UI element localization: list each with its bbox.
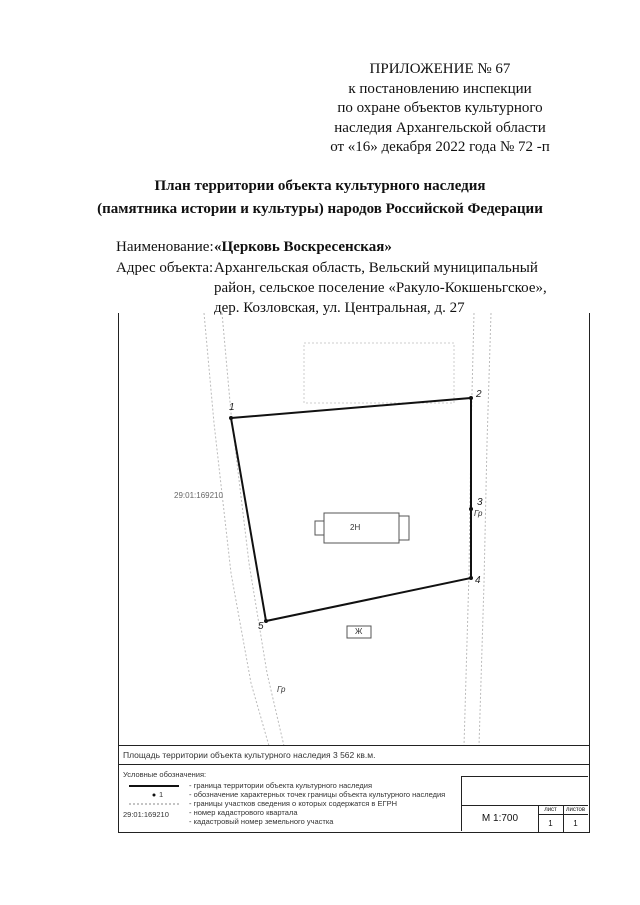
document-title — [0, 175, 640, 221]
road-edge-right-outer — [479, 313, 491, 746]
point-label-4: 4 — [475, 575, 481, 586]
legend-quarter-number: 29:01:169210 — [123, 810, 169, 819]
sheet-label: лист — [538, 805, 564, 814]
legend-item-3: - границы участков сведения о которых содержатся в ЕГРН — [189, 799, 397, 808]
road-edge-right-inner — [464, 313, 474, 746]
legend-point-number: 1 — [159, 790, 164, 799]
point-label-3: 3 — [477, 497, 483, 508]
neighbour-parcel-top — [304, 343, 454, 403]
point-label-5: 5 — [258, 621, 264, 632]
sheets-value: 1 — [563, 814, 588, 832]
cadastral-quarter-label: 29:01:169210 — [174, 491, 223, 500]
sheets-label: листов — [563, 805, 588, 814]
boundary-point-1 — [229, 416, 233, 420]
appendix-line-2: к постановлению инспекции — [348, 80, 532, 97]
boundary-point-4 — [469, 576, 473, 580]
title-line-1: План территории объекта культурного наследия — [154, 178, 486, 194]
road-edge-left-outer — [204, 313, 269, 746]
area-text: Площадь территории объекта культурного наследия 3 562 кв.м. — [123, 750, 376, 760]
name-label: Наименование: — [116, 239, 214, 255]
boundary-point-3 — [469, 507, 473, 511]
appendix-date-line: от «16» декабря 2022 года № 72 -п — [330, 139, 550, 155]
appendix-line-3: по охране объектов культурного — [337, 100, 543, 116]
title-line-2: (памятника истории и культуры) народов Российской Федерации — [97, 201, 543, 217]
boundary-point-5 — [264, 619, 268, 623]
point-label-2: 2 — [476, 389, 482, 400]
building-label: 2Н — [350, 523, 361, 532]
road-edge-left-inner — [222, 313, 284, 746]
sheet-value: 1 — [538, 814, 564, 832]
border-label-right: Гр — [474, 509, 483, 518]
legend-item-4: - номер кадастрового квартала — [189, 808, 298, 817]
address-line-1: Архангельская область, Вельский муниципальный — [214, 260, 538, 276]
legend-item-2: - обозначение характерных точек границы объекта культурного наследия — [189, 790, 446, 799]
church-porch — [399, 516, 409, 540]
legend-box — [118, 745, 590, 833]
legend-symbols — [123, 780, 183, 830]
legend-point-symbol — [153, 794, 156, 797]
appendix-line-4: наследия Архангельской области — [334, 119, 546, 136]
border-label-bottom: Гр — [277, 685, 286, 694]
territory-boundary — [231, 398, 471, 621]
legend-item-1: - граница территории объекта культурного наследия — [189, 781, 373, 790]
boundary-point-2 — [469, 396, 473, 400]
scale-value: М 1:700 — [462, 805, 539, 832]
point-label-1: 1 — [229, 402, 235, 413]
church-building — [324, 513, 399, 543]
address-line-2: район, сельское поселение «Ракуло-Кокшеньгское», — [214, 280, 547, 296]
address-line-3: дер. Козловская, ул. Центральная, д. 27 — [214, 300, 465, 316]
address-label: Адрес объекта: — [116, 260, 214, 276]
legend-title: Условные обозначения: — [123, 770, 207, 779]
small-building-label: Ж — [355, 627, 363, 636]
stamp — [461, 776, 588, 831]
appendix-header — [325, 60, 555, 158]
name-value: «Церковь Воскресенская» — [214, 239, 392, 255]
territory-plan-map — [118, 313, 590, 746]
church-apse — [315, 521, 324, 535]
legend-item-5: - кадастровый номер земельного участка — [189, 817, 334, 826]
appendix-number: ПРИЛОЖЕНИЕ № 67 — [369, 61, 511, 77]
